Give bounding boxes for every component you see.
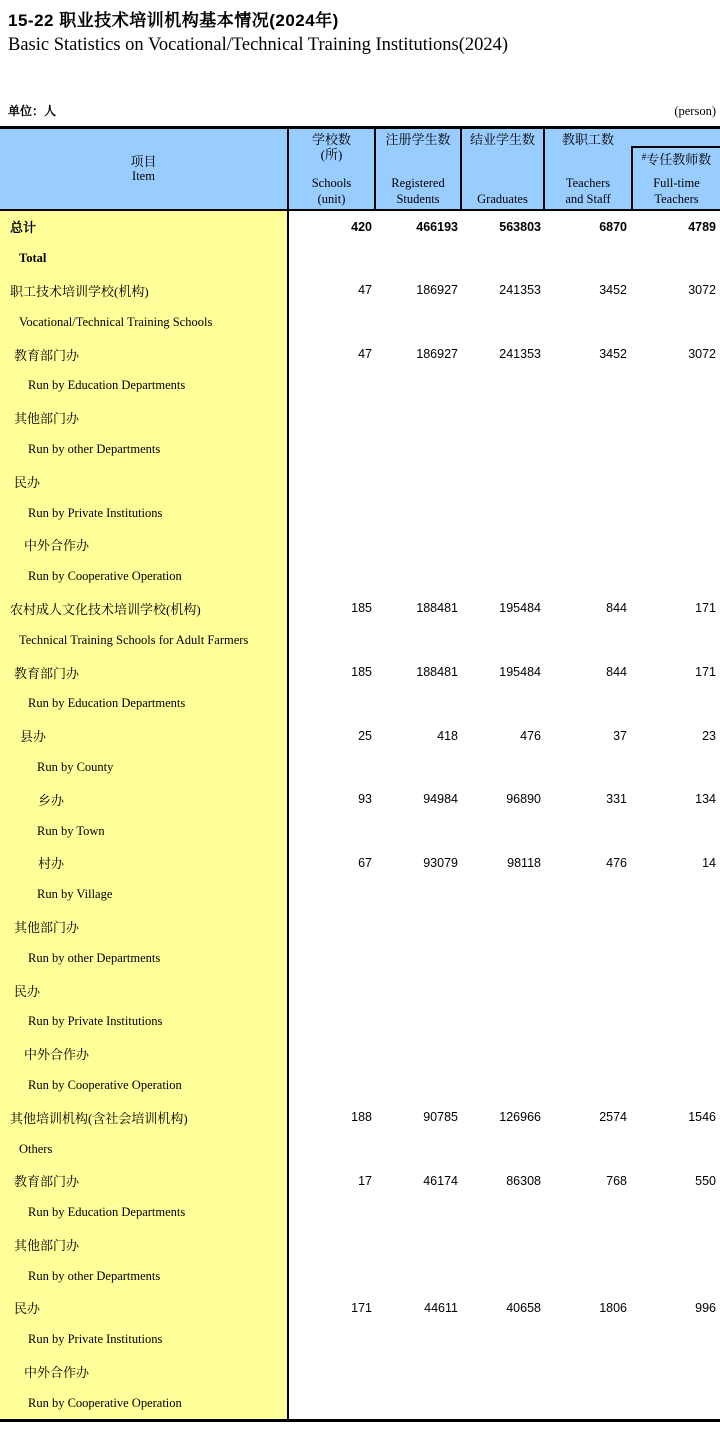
table-row-en <box>0 815 720 847</box>
value-cell <box>462 688 545 720</box>
value-cell <box>545 306 631 338</box>
value-cell <box>545 1197 631 1229</box>
value-cell: 241353 <box>499 347 541 362</box>
value-cell: 93 <box>358 792 372 807</box>
value-cell <box>545 942 631 974</box>
value-cell <box>545 497 631 529</box>
table-row <box>0 1292 720 1324</box>
item-cell-en: Others <box>0 1133 289 1165</box>
item-cell-en: Run by Private Institutions <box>0 1324 289 1356</box>
value-cell <box>462 879 545 911</box>
value-cell <box>631 688 720 720</box>
value-cell <box>462 1356 545 1388</box>
item-cell-en: Run by Education Departments <box>0 1197 289 1229</box>
item-cell-en: Run by County <box>0 752 289 784</box>
table-row-en <box>0 561 720 593</box>
value-cell: 476 <box>520 728 541 743</box>
table-row <box>0 656 720 688</box>
value-cell <box>376 942 462 974</box>
value-cell <box>289 974 376 1006</box>
value-cell <box>631 974 720 1006</box>
value-cell <box>289 1260 376 1292</box>
table-header <box>0 129 720 211</box>
value-cell: 44611 <box>424 1300 458 1315</box>
table-row-en <box>0 434 720 466</box>
header-teachers <box>545 129 631 209</box>
value-cell <box>631 1387 720 1419</box>
value-cell <box>545 1006 631 1038</box>
value-cell <box>289 1070 376 1102</box>
value-cell <box>462 434 545 466</box>
value-cell: 185 <box>351 665 372 680</box>
table-row <box>0 402 720 434</box>
value-cell: 3072 <box>688 347 716 362</box>
value-cell <box>545 561 631 593</box>
value-cell <box>289 306 376 338</box>
table-body <box>0 211 720 1419</box>
value-cell: 186927 <box>416 283 458 298</box>
value-cell <box>631 942 720 974</box>
value-cell: 47 <box>358 283 372 298</box>
item-cell: 教育部门办 <box>0 656 289 688</box>
value-cell <box>545 752 631 784</box>
value-cell <box>462 1133 545 1165</box>
value-cell <box>376 1038 462 1070</box>
value-cell: 171 <box>351 1300 372 1315</box>
value-cell: 420 <box>351 219 372 234</box>
value-cell: 23 <box>702 728 716 743</box>
table-row-en <box>0 942 720 974</box>
value-cell <box>462 942 545 974</box>
item-cell-en: Run by other Departments <box>0 942 289 974</box>
item-cell-en: Run by Education Departments <box>0 688 289 720</box>
value-cell <box>462 370 545 402</box>
item-cell: 教育部门办 <box>0 338 289 370</box>
table-row <box>0 783 720 815</box>
value-cell <box>631 1324 720 1356</box>
statistics-table <box>0 126 720 1422</box>
value-cell <box>545 243 631 275</box>
value-cell <box>631 370 720 402</box>
item-cell: 县办 <box>0 720 289 752</box>
item-cell-en: Total <box>0 243 289 275</box>
value-cell: 3072 <box>688 283 716 298</box>
value-cell <box>376 306 462 338</box>
value-cell <box>462 624 545 656</box>
value-cell: 844 <box>606 665 627 680</box>
header-schools-en-unit: (unit) <box>317 191 346 206</box>
value-cell <box>631 561 720 593</box>
value-cell <box>376 1229 462 1261</box>
item-cell: 民办 <box>0 974 289 1006</box>
table-row <box>0 1229 720 1261</box>
value-cell <box>462 497 545 529</box>
value-cell <box>289 1133 376 1165</box>
value-cell: 476 <box>606 855 627 870</box>
item-cell-en: Run by other Departments <box>0 1260 289 1292</box>
header-fulltime <box>631 146 720 209</box>
value-cell <box>289 752 376 784</box>
value-cell: 90785 <box>423 1110 458 1125</box>
header-teachers-en2: and Staff <box>565 191 611 206</box>
item-cell: 教育部门办 <box>0 1165 289 1197</box>
value-cell <box>289 434 376 466</box>
value-cell <box>545 815 631 847</box>
value-cell <box>376 1356 462 1388</box>
item-cell: 民办 <box>0 1292 289 1324</box>
value-cell: 188481 <box>416 601 458 616</box>
value-cell <box>462 1038 545 1070</box>
table-row <box>0 1356 720 1388</box>
item-cell: 其他部门办 <box>0 1229 289 1261</box>
value-cell <box>376 434 462 466</box>
value-cell: 550 <box>695 1173 716 1188</box>
value-cell <box>545 911 631 943</box>
value-cell <box>376 402 462 434</box>
value-cell: 768 <box>606 1173 627 1188</box>
value-cell: 126966 <box>499 1110 541 1125</box>
item-cell-en: Run by Cooperative Operation <box>0 1070 289 1102</box>
table-row <box>0 1038 720 1070</box>
table-row-en <box>0 1324 720 1356</box>
value-cell <box>289 1038 376 1070</box>
value-cell <box>545 370 631 402</box>
value-cell: 67 <box>358 855 372 870</box>
value-cell <box>545 1133 631 1165</box>
value-cell <box>631 1133 720 1165</box>
value-cell <box>289 402 376 434</box>
value-cell <box>631 529 720 561</box>
value-cell <box>376 561 462 593</box>
value-cell: 96890 <box>506 792 541 807</box>
value-cell <box>376 1070 462 1102</box>
table-row-en <box>0 752 720 784</box>
value-cell <box>462 1006 545 1038</box>
header-registered-en2: Students <box>396 191 440 206</box>
value-cell: 195484 <box>499 601 541 616</box>
value-cell <box>376 1006 462 1038</box>
value-cell <box>376 529 462 561</box>
item-cell-en: Run by Town <box>0 815 289 847</box>
item-cell: 其他部门办 <box>0 402 289 434</box>
unit-label-zh: 单位：人 <box>8 104 57 118</box>
value-cell <box>289 1229 376 1261</box>
unit-row <box>8 102 716 119</box>
value-cell <box>545 1070 631 1102</box>
value-cell <box>631 1197 720 1229</box>
page-subtitle: Basic Statistics on Vocational/Technical Training Institutions(2024) <box>8 35 509 55</box>
value-cell <box>376 815 462 847</box>
value-cell <box>289 911 376 943</box>
value-cell: 17 <box>358 1173 372 1188</box>
value-cell <box>462 1387 545 1419</box>
value-cell: 1806 <box>599 1300 627 1315</box>
header-teachers-group <box>545 129 720 209</box>
table-row <box>0 275 720 307</box>
table-row-en <box>0 879 720 911</box>
value-cell <box>289 624 376 656</box>
table-row-en <box>0 688 720 720</box>
item-cell-en: Run by Village <box>0 879 289 911</box>
value-cell <box>376 688 462 720</box>
value-cell <box>376 1133 462 1165</box>
value-cell <box>289 815 376 847</box>
value-cell: 195484 <box>499 665 541 680</box>
value-cell <box>631 306 720 338</box>
value-cell: 47 <box>358 347 372 362</box>
item-cell: 中外合作办 <box>0 529 289 561</box>
item-cell: 总计 <box>0 211 289 243</box>
value-cell: 188 <box>351 1110 372 1125</box>
value-cell: 2574 <box>599 1110 627 1125</box>
table-row <box>0 338 720 370</box>
value-cell <box>289 243 376 275</box>
table-row <box>0 529 720 561</box>
value-cell <box>545 1038 631 1070</box>
value-cell: 98118 <box>507 855 541 870</box>
value-cell <box>376 1197 462 1229</box>
value-cell: 188481 <box>416 665 458 680</box>
value-cell <box>376 752 462 784</box>
value-cell <box>545 1260 631 1292</box>
header-fulltime-en1: Full-time <box>653 176 700 190</box>
value-cell: 185 <box>351 601 372 616</box>
value-cell <box>289 370 376 402</box>
value-cell <box>376 1387 462 1419</box>
value-cell <box>545 1324 631 1356</box>
value-cell <box>545 1356 631 1388</box>
table-row <box>0 1101 720 1133</box>
value-cell <box>289 561 376 593</box>
value-cell <box>462 529 545 561</box>
value-cell: 996 <box>695 1300 716 1315</box>
value-cell: 844 <box>606 601 627 616</box>
value-cell <box>289 465 376 497</box>
value-cell: 1546 <box>688 1110 716 1125</box>
table-row <box>0 1165 720 1197</box>
table-row-en <box>0 624 720 656</box>
value-cell <box>462 1229 545 1261</box>
value-cell: 40658 <box>506 1300 541 1315</box>
value-cell: 171 <box>695 665 716 680</box>
value-cell: 6870 <box>599 219 627 234</box>
value-cell <box>545 974 631 1006</box>
value-cell <box>376 624 462 656</box>
table-row-en <box>0 370 720 402</box>
value-cell <box>545 624 631 656</box>
item-cell: 其他部门办 <box>0 911 289 943</box>
value-cell <box>289 1324 376 1356</box>
value-cell <box>631 434 720 466</box>
value-cell <box>545 434 631 466</box>
value-cell: 418 <box>437 728 458 743</box>
item-cell: 乡办 <box>0 783 289 815</box>
value-cell <box>462 974 545 1006</box>
value-cell <box>376 1324 462 1356</box>
unit-label-en: (person) <box>674 104 716 118</box>
table-row-en <box>0 1133 720 1165</box>
value-cell <box>545 1387 631 1419</box>
value-cell: 93079 <box>423 855 458 870</box>
item-cell-en: Run by Cooperative Operation <box>0 1387 289 1419</box>
value-cell <box>289 688 376 720</box>
value-cell <box>631 1006 720 1038</box>
value-cell <box>289 942 376 974</box>
value-cell <box>462 1197 545 1229</box>
header-schools <box>289 129 376 209</box>
item-cell: 其他培训机构(含社会培训机构) <box>0 1101 289 1133</box>
item-cell-en: Run by Cooperative Operation <box>0 561 289 593</box>
value-cell <box>545 688 631 720</box>
value-cell <box>376 243 462 275</box>
table-row <box>0 974 720 1006</box>
value-cell <box>462 465 545 497</box>
value-cell <box>462 402 545 434</box>
value-cell: 94984 <box>423 792 458 807</box>
table-row <box>0 593 720 625</box>
value-cell: 37 <box>613 728 627 743</box>
value-cell <box>462 1324 545 1356</box>
value-cell: 466193 <box>416 219 458 234</box>
value-cell: 14 <box>702 855 716 870</box>
value-cell <box>376 879 462 911</box>
value-cell <box>545 402 631 434</box>
value-cell: 563803 <box>499 219 541 234</box>
of-which-mark: # <box>641 152 647 162</box>
header-graduates-en: Graduates <box>477 191 528 206</box>
value-cell <box>289 1387 376 1419</box>
header-teachers-en1: Teachers <box>565 176 611 190</box>
table-row-en <box>0 306 720 338</box>
value-cell <box>631 497 720 529</box>
value-cell <box>631 1070 720 1102</box>
table-row-en <box>0 1006 720 1038</box>
value-cell <box>631 1229 720 1261</box>
item-cell-en: Run by Education Departments <box>0 370 289 402</box>
value-cell <box>631 1356 720 1388</box>
value-cell <box>462 1070 545 1102</box>
value-cell: 3452 <box>599 283 627 298</box>
value-cell <box>376 1260 462 1292</box>
value-cell <box>376 911 462 943</box>
value-cell <box>289 1197 376 1229</box>
value-cell: 186927 <box>416 347 458 362</box>
value-cell <box>462 243 545 275</box>
value-cell <box>631 243 720 275</box>
header-fulltime-en2: Teachers <box>654 191 699 206</box>
value-cell: 241353 <box>499 283 541 298</box>
header-item-zh: 项目 <box>130 153 157 169</box>
value-cell <box>462 752 545 784</box>
table-row-en <box>0 1070 720 1102</box>
item-cell-en: Run by Private Institutions <box>0 1006 289 1038</box>
value-cell <box>631 402 720 434</box>
value-cell <box>631 1038 720 1070</box>
value-cell <box>631 752 720 784</box>
header-fulltime-zh: 专任教师数 <box>646 152 712 167</box>
item-cell-en: Run by Private Institutions <box>0 497 289 529</box>
item-cell-en: Technical Training Schools for Adult Farmers <box>0 624 289 656</box>
table-row-en <box>0 243 720 275</box>
item-cell: 民办 <box>0 465 289 497</box>
item-cell: 农村成人文化技术培训学校(机构) <box>0 593 289 625</box>
table-row-en <box>0 497 720 529</box>
value-cell <box>289 879 376 911</box>
value-cell <box>462 911 545 943</box>
header-schools-en: Schools <box>311 176 352 190</box>
table-row <box>0 211 720 243</box>
value-cell <box>545 879 631 911</box>
value-cell: 4789 <box>688 219 716 234</box>
value-cell: 331 <box>606 792 627 807</box>
value-cell <box>376 465 462 497</box>
value-cell <box>631 911 720 943</box>
value-cell <box>376 370 462 402</box>
table-row <box>0 911 720 943</box>
value-cell <box>462 306 545 338</box>
header-registered <box>376 129 462 209</box>
table-row-en <box>0 1387 720 1419</box>
value-cell <box>462 815 545 847</box>
value-cell <box>289 497 376 529</box>
header-schools-zh: 学校数 <box>311 132 351 147</box>
header-item <box>0 129 289 209</box>
table-row <box>0 465 720 497</box>
value-cell <box>462 1260 545 1292</box>
value-cell <box>631 815 720 847</box>
value-cell <box>631 465 720 497</box>
value-cell <box>376 974 462 1006</box>
value-cell: 3452 <box>599 347 627 362</box>
value-cell <box>462 561 545 593</box>
value-cell <box>376 497 462 529</box>
value-cell <box>631 1260 720 1292</box>
value-cell: 25 <box>358 728 372 743</box>
table-row <box>0 847 720 879</box>
header-schools-zh-unit: (所) <box>320 147 343 162</box>
value-cell <box>289 1356 376 1388</box>
header-item-en: Item <box>132 168 155 183</box>
value-cell: 46174 <box>423 1173 458 1188</box>
item-cell-en: Run by other Departments <box>0 434 289 466</box>
header-graduates-zh: 结业学生数 <box>469 132 535 147</box>
item-cell-en: Vocational/Technical Training Schools <box>0 306 289 338</box>
header-registered-en1: Registered <box>391 176 445 190</box>
header-graduates <box>462 129 545 209</box>
value-cell <box>545 1229 631 1261</box>
value-cell: 171 <box>695 601 716 616</box>
value-cell <box>545 465 631 497</box>
item-cell: 村办 <box>0 847 289 879</box>
value-cell: 86308 <box>506 1173 541 1188</box>
value-cell <box>545 529 631 561</box>
header-registered-zh: 注册学生数 <box>385 132 451 147</box>
header-teachers-zh: 教职工数 <box>561 132 614 147</box>
value-cell <box>289 529 376 561</box>
item-cell: 中外合作办 <box>0 1038 289 1070</box>
item-cell: 职工技术培训学校(机构) <box>0 275 289 307</box>
table-row-en <box>0 1197 720 1229</box>
value-cell <box>631 879 720 911</box>
item-cell: 中外合作办 <box>0 1356 289 1388</box>
value-cell <box>289 1006 376 1038</box>
table-row-en <box>0 1260 720 1292</box>
table-row <box>0 720 720 752</box>
value-cell <box>631 624 720 656</box>
page-title: 15-22 职业技术培训机构基本情况(2024年) <box>8 11 339 30</box>
value-cell: 134 <box>695 792 716 807</box>
